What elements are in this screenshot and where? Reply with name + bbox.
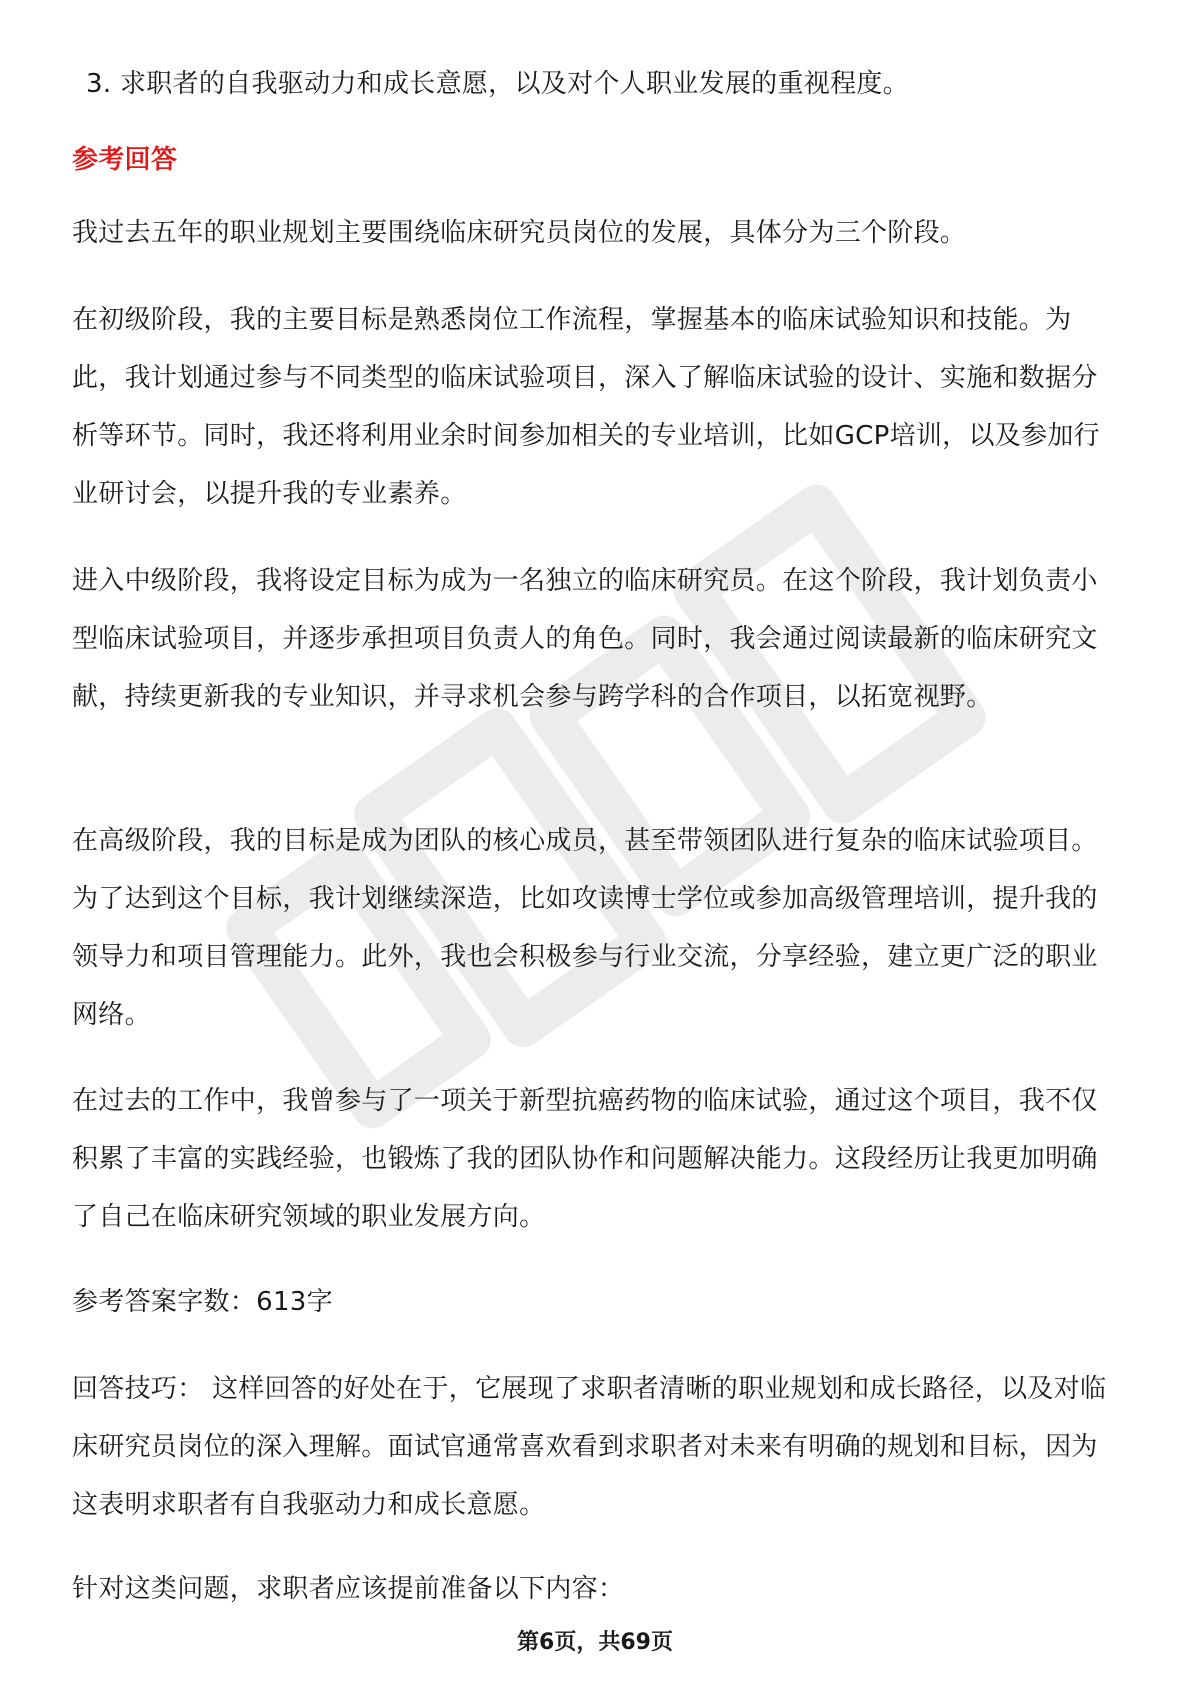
section-heading: 参考回答 (72, 145, 178, 175)
paragraph-junior-stage: 在初级阶段，我的主要目标是熟悉岗位工作流程，掌握基本的临床试验知识和技能。为此，我计划通过参与不同类型的临床试验项目，深入了解临床试验的设计、实施和数据分析等环节。同时，我还将利用业余时间参加相关的专业培训，比如GCP培训，以及参加行业研讨会，以提升我的专业素养。 (72, 305, 1100, 509)
word-count: 参考答案字数：613字 (72, 1287, 333, 1317)
paragraph-past-experience: 在过去的工作中，我曾参与了一项关于新型抗癌药物的临床试验，通过这个项目，我不仅积累了丰富的实践经验，也锻炼了我的团队协作和问题解决能力。这段经历让我更加明确了自己在临床研究领域的职业发展方向。 (72, 1086, 1098, 1232)
list-item-3: 3. 求职者的自我驱动力和成长意愿，以及对个人职业发展的重视程度。 (86, 69, 909, 99)
paragraph-intro: 我过去五年的职业规划主要围绕临床研究员岗位的发展，具体分为三个阶段。 (72, 218, 967, 248)
paragraph-senior-stage: 在高级阶段，我的目标是成为团队的核心成员，甚至带领团队进行复杂的临床试验项目。为了达到这个目标，我计划继续深造，比如攻读博士学位或参加高级管理培训，提升我的领导力和项目管理能力。此外，我也会积极参与行业交流，分享经验，建立更广泛的职业网络。 (72, 826, 1098, 1030)
page-footer: 第6页，共69页 (517, 1630, 673, 1655)
paragraph-mid-stage: 进入中级阶段，我将设定目标为成为一名独立的临床研究员。在这个阶段，我计划负责小型临床试验项目，并逐步承担项目负责人的角色。同时，我会通过阅读最新的临床研究文献，持续更新我的专业知识，并寻求机会参与跨学科的合作项目，以拓宽视野。 (72, 566, 1098, 712)
answer-tips: 回答技巧： 这样回答的好处在于，它展现了求职者清晰的职业规划和成长路径，以及对临床研究员岗位的深入理解。面试官通常喜欢看到求职者对未来有明确的规划和目标，因为这表明求职者有自我驱动力和成长意愿。 (72, 1374, 1107, 1520)
prepare-intro: 针对这类问题，求职者应该提前准备以下内容： (72, 1574, 625, 1604)
